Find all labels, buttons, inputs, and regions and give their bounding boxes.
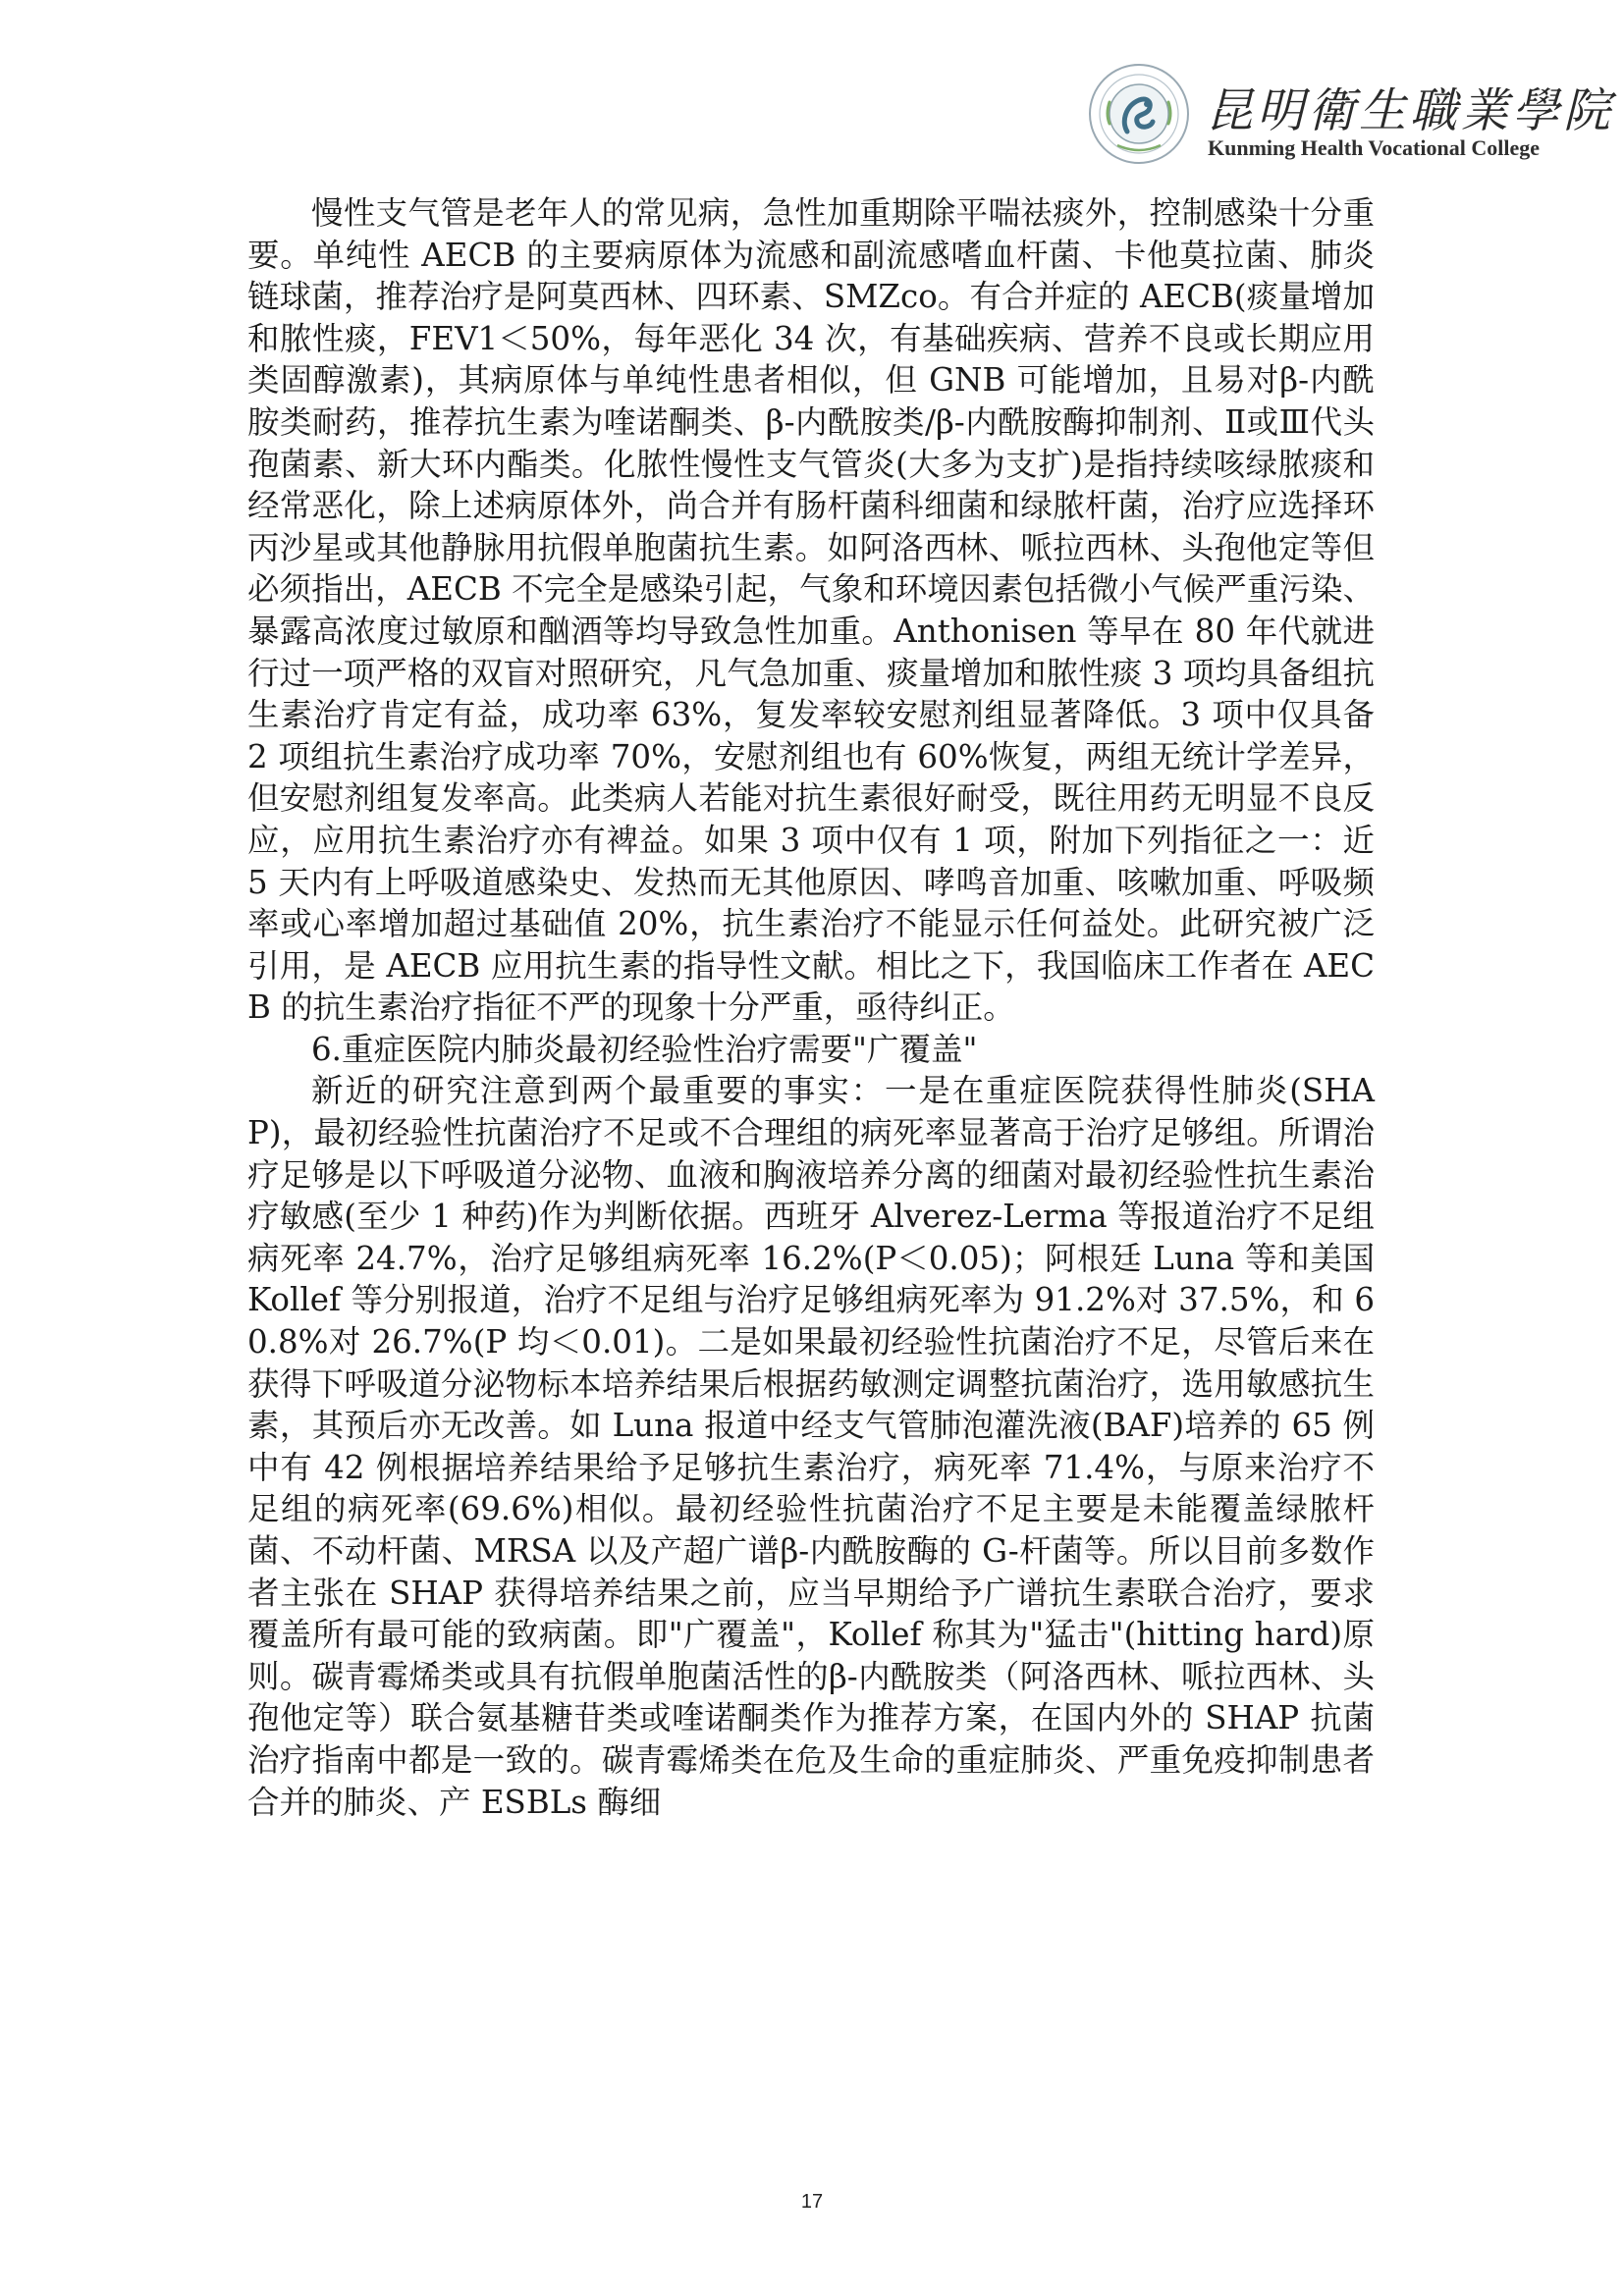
college-seal-icon [1088, 63, 1190, 165]
paragraph: 新近的研究注意到两个最重要的事实：一是在重症医院获得性肺炎(SHAP)，最初经验性抗菌治疗不足或不合理组的病死率显著高于治疗足够组。所谓治疗足够是以下呼吸道分泌物、血液和胸液培养分离的细菌对最初经验性抗生素治疗敏感(至少 1 种药)作为判断依据。西班牙 Alverez-Lerma 等报道治疗不足组病死率 24.7%，治疗足够组病死率 16.2%(P＜0.05)；阿根廷 Luna 等和美国 Kollef 等分别报道，治疗不足组与治疗足够组病死率为 91.2%对 37.5%，和 60.8%对 26.7%(P 均＜0.01)。二是如果最初经验性抗菌治疗不足，尽管后来在获得下呼吸道分泌物标本培养结果后根据药敏测定调整抗菌治疗，选用敏感抗生素，其预后亦无改善。如 Luna 报道中经支气管肺泡灌洗液(BAF)培养的 65 例中有 42 例根据培养结果给予足够抗生素治疗，病死率 71.4%，与原来治疗不足组的病死率(69.6%)相似。最初经验性抗菌治疗不足主要是未能覆盖绿脓杆菌、不动杆菌、MRSA 以及产超广谱β-内酰胺酶的 G-杆菌等。所以目前多数作者主张在 SHAP 获得培养结果之前，应当早期给予广谱抗生素联合治疗，要求覆盖所有最可能的致病菌。即"广覆盖"，Kollef 称其为"猛击"(hitting hard)原则。碳青霉烯类或具有抗假单胞菌活性的β-内酰胺类（阿洛西林、哌拉西林、头孢他定等）联合氨基糖苷类或喹诺酮类作为推荐方案，在国内外的 SHAP 抗菌治疗指南中都是一致的。碳青霉烯类在危及生命的重症肺炎、严重免疫抑制患者合并的肺炎、产 ESBLs 酶细 [247, 1072, 1375, 1821]
paragraph: 慢性支气管是老年人的常见病，急性加重期除平喘祛痰外，控制感染十分重要。单纯性 AECB 的主要病原体为流感和副流感嗜血杆菌、卡他莫拉菌、肺炎链球菌，推荐治疗是阿莫西林、四环素、SMZco。有合并症的 AECB(痰量增加和脓性痰，FEV1＜50%，每年恶化 34 次，有基础疾病、营养不良或长期应用类固醇激素)，其病原体与单纯性患者相似，但 GNB 可能增加，且易对β-内酰胺类耐药，推荐抗生素为喹诺酮类、β-内酰胺类/β-内酰胺酶抑制剂、Ⅱ或Ⅲ代头孢菌素、新大环内酯类。化脓性慢性支气管炎(大多为支扩)是指持续咳绿脓痰和经常恶化，除上述病原体外，尚合并有肠杆菌科细菌和绿脓杆菌，治疗应选择环丙沙星或其他静脉用抗假单胞菌抗生素。如阿洛西林、哌拉西林、头孢他定等但必须指出，AECB 不完全是感染引起，气象和环境因素包括微小气候严重污染、暴露高浓度过敏原和酗酒等均导致急性加重。Anthonisen 等早在 80 年代就进行过一项严格的双盲对照研究，凡气急加重、痰量增加和脓性痰 3 项均具备组抗生素治疗肯定有益，成功率 63%，复发率较安慰剂组显著降低。3 项中仅具备 2 项组抗生素治疗成功率 70%，安慰剂组也有 60%恢复，两组无统计学差异，但安慰剂组复发率高。此类病人若能对抗生素很好耐受，既往用药无明显不良反应，应用抗生素治疗亦有裨益。如果 3 项中仅有 1 项，附加下列指征之一：近 5 天内有上呼吸道感染史、发热而无其他原因、哮鸣音加重、咳嗽加重、呼吸频率或心率增加超过基础值 20%，抗生素治疗不能显示任何益处。此研究被广泛引用，是 AECB 应用抗生素的指导性文献。相比之下，我国临床工作者在 AECB 的抗生素治疗指征不严的现象十分严重，亟待纠正。 [247, 194, 1375, 1027]
college-name-english: Kunming Health Vocational College [1208, 135, 1540, 160]
body-text [247, 192, 1375, 1823]
section-heading: 6.重症医院内肺炎最初经验性治疗需要"广覆盖" [311, 1030, 978, 1068]
page-number: 17 [800, 2191, 824, 2213]
college-name-chinese: 昆明衛生職業學院 [1206, 83, 1615, 138]
page-header [1088, 63, 1615, 171]
